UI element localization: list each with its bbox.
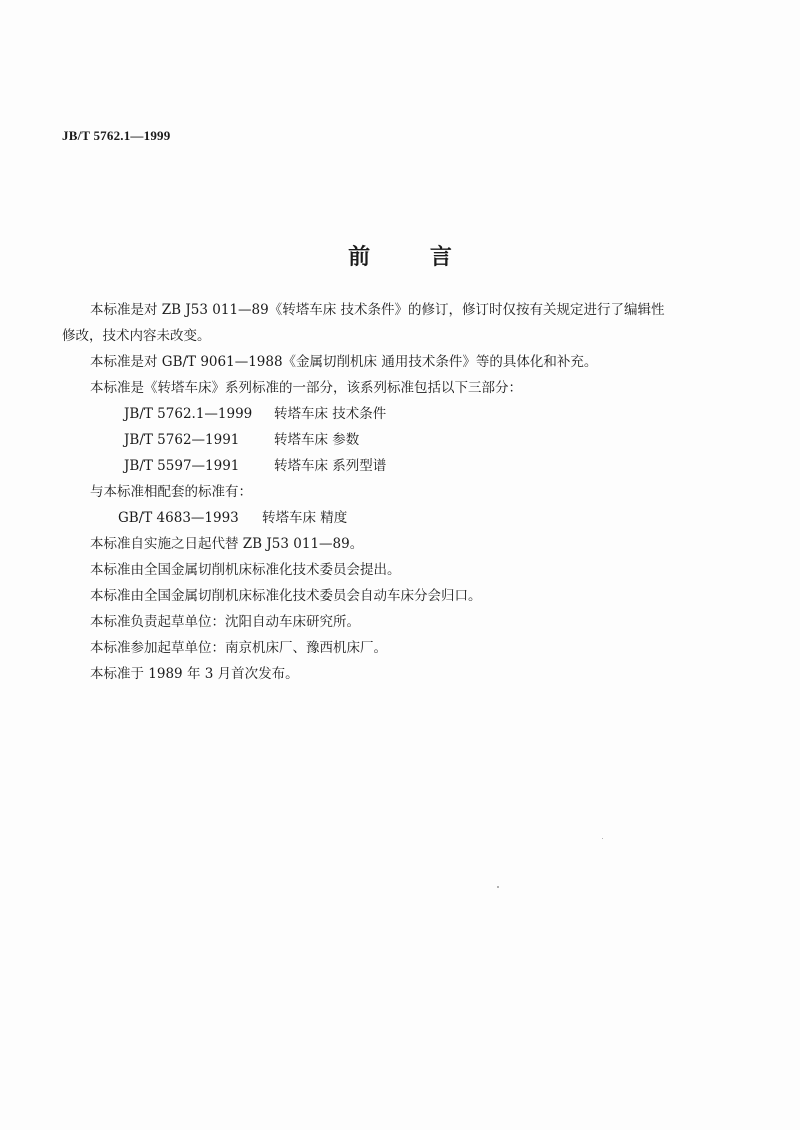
- scan-speck: [497, 886, 499, 888]
- standard-name: 转塔车床 精度: [262, 510, 348, 526]
- standard-code-header: JB/T 5762.1—1999: [62, 128, 171, 143]
- standard-code: JB/T 5762—1991: [124, 432, 240, 448]
- standard-name: 转塔车床 技术条件: [274, 406, 387, 422]
- paragraph-supplement: 本标准是对 GB/T 9061—1988《金属切削机床 通用技术条件》等的具体化和补充。: [90, 354, 598, 370]
- list-item: [62, 505, 752, 531]
- standard-code: JB/T 5597—1991: [124, 458, 240, 474]
- standard-name: 转塔车床 系列型谱: [274, 458, 387, 474]
- paragraph-replaces: 本标准自实施之日起代替 ZB J53 011—89。: [90, 536, 364, 552]
- paragraph-administered-by: 本标准由全国金属切削机床标准化技术委员会自动车床分会归口。: [90, 588, 482, 604]
- paragraph-revision-line1: 本标准是对 ZB J53 011—89《转塔车床 技术条件》的修订，修订时仅按有关规定进行了编辑性: [90, 302, 665, 318]
- paragraph-series-intro: 本标准是《转塔车床》系列标准的一部分，该系列标准包括以下三部分：: [90, 380, 522, 396]
- related-standards-list: [62, 505, 752, 531]
- standard-code: GB/T 4683—1993: [118, 510, 239, 526]
- series-standards-list: [62, 401, 752, 479]
- scan-speck: [602, 838, 603, 839]
- paragraph-drafting-unit: 本标准负责起草单位：沈阳自动车床研究所。: [90, 614, 360, 630]
- standard-code: JB/T 5762.1—1999: [124, 406, 253, 422]
- paragraph-revision-line2: 修改，技术内容未改变。: [62, 328, 211, 344]
- standard-name: 转塔车床 参数: [274, 432, 360, 448]
- paragraph-first-issued: 本标准于 1989 年 3 月首次发布。: [90, 666, 299, 682]
- paragraph-participating-units: 本标准参加起草单位：南京机床厂、豫西机床厂。: [90, 640, 387, 656]
- foreword-body: [62, 297, 752, 687]
- list-item: [62, 427, 752, 453]
- paragraph-related-intro: 与本标准相配套的标准有：: [90, 484, 252, 500]
- page-title: 前 言: [348, 245, 478, 270]
- paragraph-proposed-by: 本标准由全国金属切削机床标准化技术委员会提出。: [90, 562, 401, 578]
- list-item: [62, 453, 752, 479]
- list-item: [62, 401, 752, 427]
